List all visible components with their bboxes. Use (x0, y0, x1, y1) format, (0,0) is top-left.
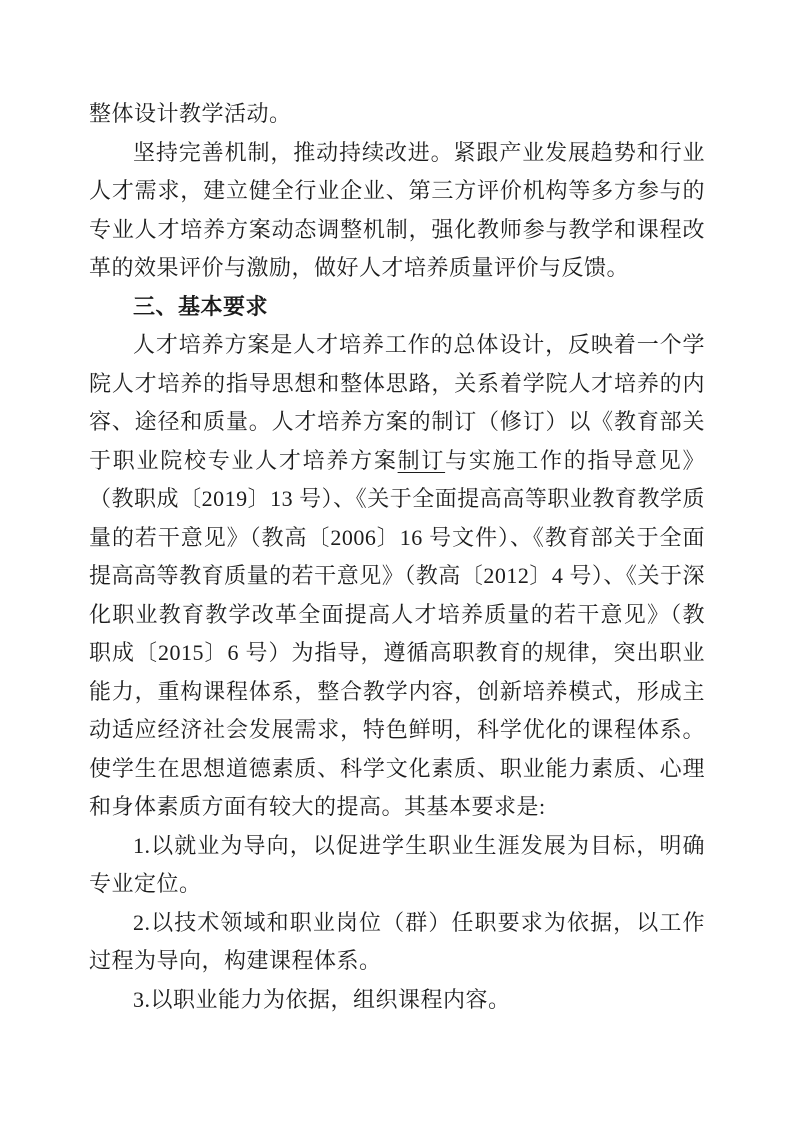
paragraph (89, 904, 705, 981)
text-run: 人才培养方案是人才培养工作的总体设计，反映着一个学院人才培养的指导思想和整体思路，关系着学院人才培养的内容、途径和质量。人才培养方案的制订（修订）以《教育部关于职业院校专业人才培养方案 (89, 332, 705, 473)
paragraph (89, 827, 705, 904)
text-run: 3.以职业能力为依据，组织课程内容。 (133, 986, 511, 1012)
text-run: 2.以技术领域和职业岗位（群）任职要求为依据，以工作过程为导向，构建课程体系。 (89, 909, 705, 973)
text-run: 坚持完善机制，推动持续改进。紧跟产业发展趋势和行业人才需求，建立健全行业企业、第三方评价机构等多方参与的专业人才培养方案动态调整机制，强化教师参与教学和课程改革的效果评价与激励，做好人才培养质量评价与反馈。 (89, 139, 705, 280)
document-body (89, 95, 705, 1019)
paragraph (89, 326, 705, 827)
paragraph (89, 95, 705, 134)
text-run: 整体设计教学活动。 (89, 101, 292, 126)
section-heading (89, 288, 705, 327)
paragraph (89, 134, 705, 288)
text-run: 1.以就业为导向，以促进学生职业生涯发展为目标，明确专业定位。 (89, 832, 705, 896)
paragraph (89, 981, 705, 1020)
text-run: 三、基本要求 (133, 293, 269, 319)
underlined-text-run: 制订 (397, 447, 446, 473)
text-run: 与实施工作的指导意见》（教职成〔2019〕13 号）、《关于全面提高高等职业教育教学质量的若干意见》（教高〔2006〕16 号文件）、《教育部关于全面提高高等教育质量的若干意见》（教高〔2012〕4 号）、《关于深化职业教育教学改革全面提高人才培养质量的若干意见》（教职成〔2015〕6 号）为指导，遵循高职教育的规律，突出职业能力，重构课程体系，整合教学内容，创新培养模式，形成主动适应经济社会发展需求，特色鲜明，科学优化的课程体系。使学生在思想道德素质、科学文化素质、职业能力素质、心理和身体素质方面有较大的提高。其基本要求是: (89, 447, 705, 819)
